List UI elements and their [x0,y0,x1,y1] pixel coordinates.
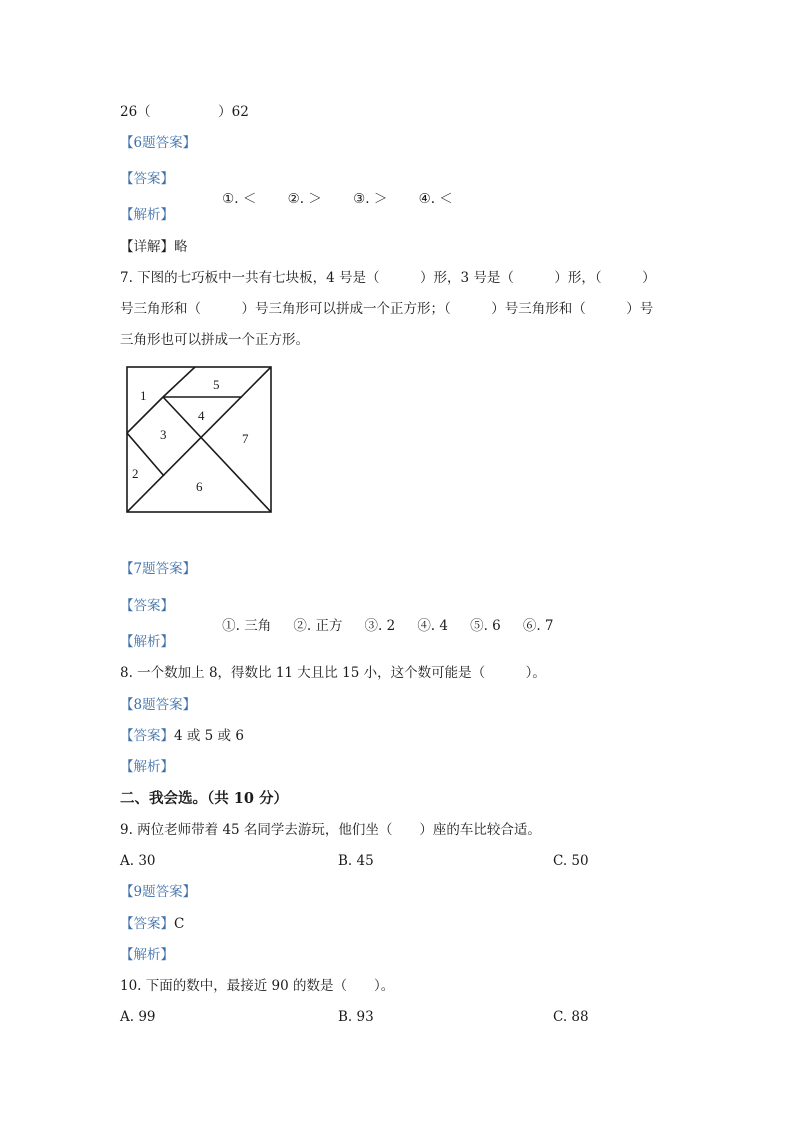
q7-answer-label: 【答案】 [120,598,174,614]
tangram-label-4: 4 [198,408,205,423]
tangram-cut-center [163,397,271,512]
tangram-label-5: 5 [213,377,220,392]
q6-answer-4: ④. ＜ [418,191,453,207]
q7-stem-line-3: 三角形也可以拼成一个正方形。 [120,332,309,348]
q9-answer-row [120,914,184,934]
q6-answer-1: ①. ＜ [222,191,257,207]
q7-answer-list [205,596,554,656]
q7-stem-line-2: 号三角形和（ ）号三角形可以拼成一个正方形；（ ）号三角形和（ ）号 [120,301,654,317]
q7-stem-line-1: 7. 下图的七巧板中一共有七块板，4 号是（ ）形，3 号是（ ）形，（ ） [120,270,656,286]
q8-stem: 8. 一个数加上 8，得数比 11 大且比 15 小，这个数可能是（ ）。 [120,665,546,681]
q9-stem: 9. 两位老师带着 45 名同学去游玩，他们坐（ ）座的车比较合适。 [120,822,541,838]
q8-answer-value: 4 或 5 或 6 [174,728,244,744]
q9-analysis: 【解析】 [120,947,174,963]
q6-answer-header: 【6题答案】 [120,135,197,151]
q6-answer-label: 【答案】 [120,171,174,187]
q9-answer-label: 【答案】 [120,916,174,932]
q6-answer-list [205,169,453,229]
q7-answer-4: ④. 4 [417,618,448,634]
tangram-figure [120,362,280,517]
q10-stem: 10. 下面的数中，最接近 90 的数是（ ）。 [120,978,395,994]
q6-analysis: 【解析】 [120,207,174,223]
q7-answer-6: ⑥. 7 [522,618,554,634]
tangram-label-2: 2 [132,466,139,481]
tangram-label-7: 7 [242,431,249,446]
q9-answer-value: C [174,916,185,932]
q6-answer-3: ③. ＞ [353,191,388,207]
q10-option-c: C. 88 [553,1009,589,1025]
section-2-title: 二、我会选。（共 10 分） [120,790,289,807]
q6-compare-line: 26（ ）62 [120,104,249,120]
q6-detail: 【详解】略 [120,239,188,255]
q9-option-c: C. 50 [553,853,589,869]
q7-answer-header: 【7题答案】 [120,561,197,577]
q9-answer-header: 【9题答案】 [120,884,197,900]
q8-answer-row [120,726,244,746]
tangram-label-1: 1 [140,388,147,403]
q8-answer-header: 【8题答案】 [120,697,197,713]
tangram-cut-top [163,367,195,397]
tangram-label-3: 3 [160,427,167,442]
q8-analysis: 【解析】 [120,759,174,775]
q10-option-a: A. 99 [120,1009,156,1025]
q10-option-b: B. 93 [338,1009,374,1025]
q7-answer-3: ③. 2 [364,618,396,634]
q7-answer-5: ⑤. 6 [470,618,501,634]
q7-answer-1: ①. 三角 [222,618,272,634]
tangram-label-6: 6 [196,479,203,494]
q9-option-b: B. 45 [338,853,374,869]
q7-analysis: 【解析】 [120,634,174,650]
q9-option-a: A. 30 [120,853,156,869]
q7-answer-2: ②. 正方 [293,618,343,634]
q6-answer-2: ②. ＞ [287,191,322,207]
q8-answer-label: 【答案】 [120,728,174,744]
